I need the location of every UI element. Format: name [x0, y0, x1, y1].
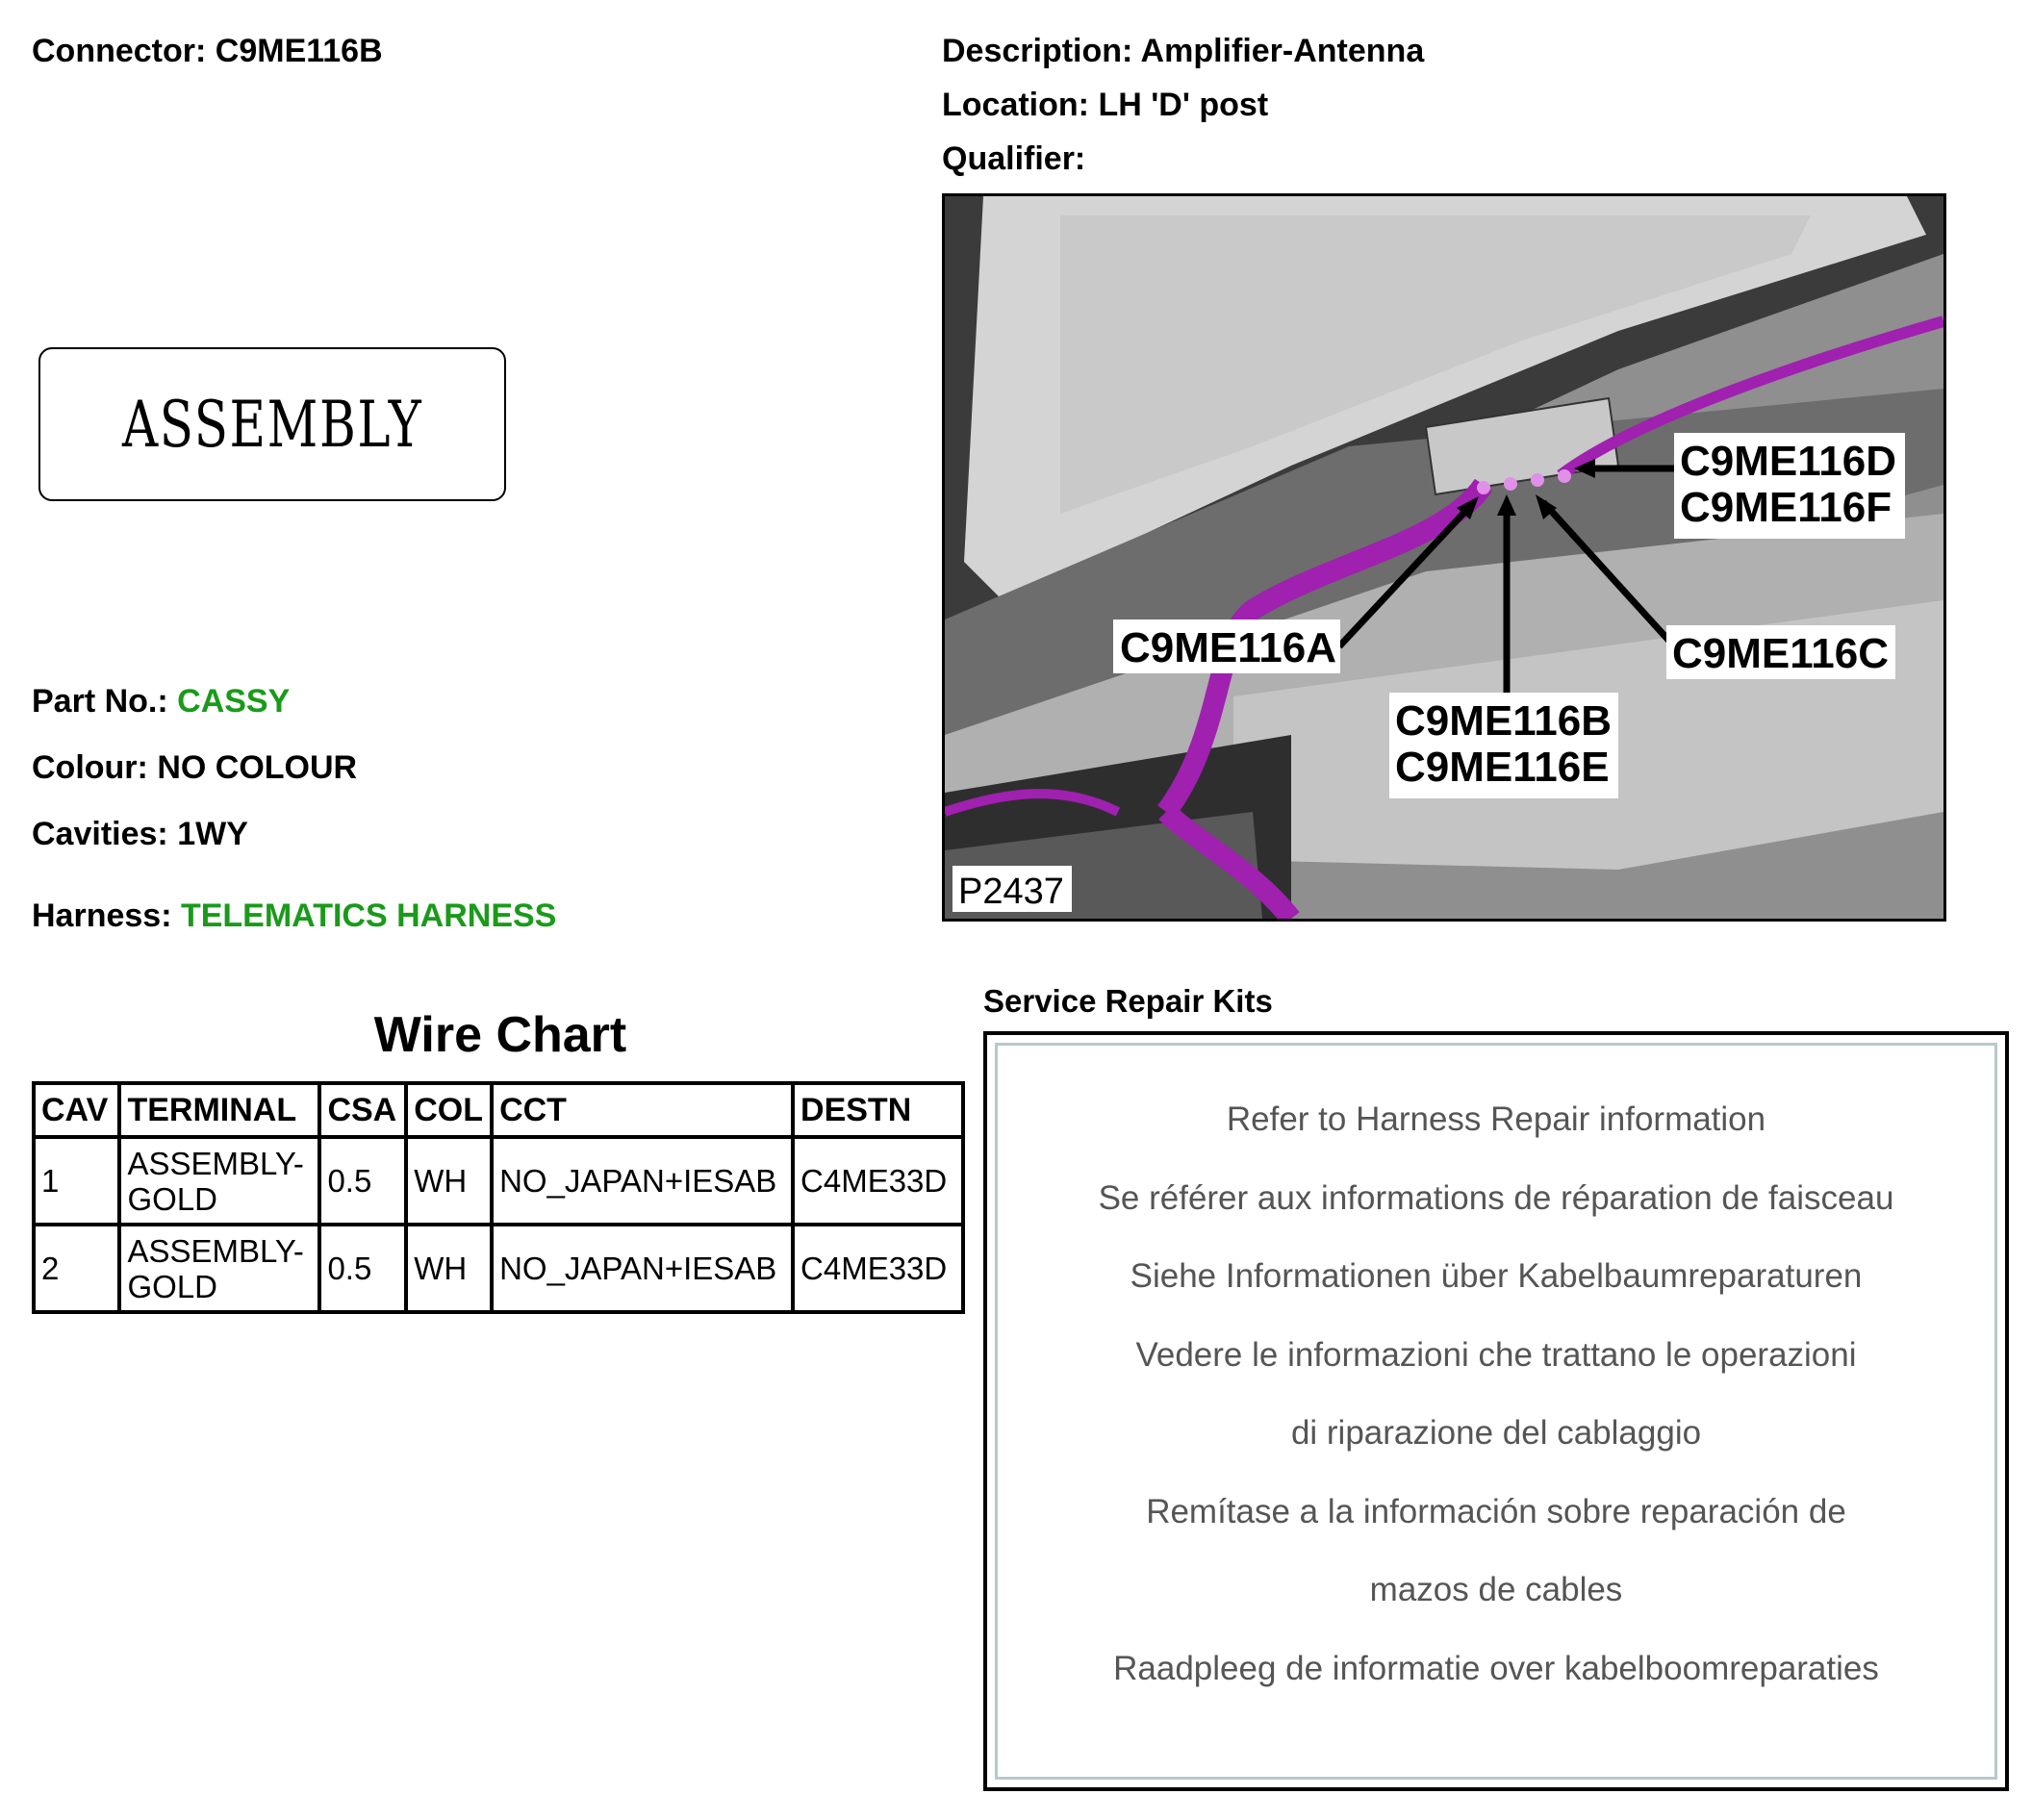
callout-b2: C9ME116E — [1395, 744, 1610, 791]
part-no-value[interactable]: CASSY — [177, 683, 291, 720]
header-csa: CSA — [319, 1083, 406, 1137]
repair-kits-title: Service Repair Kits — [983, 983, 1273, 1019]
colour-value: NO COLOUR — [157, 749, 358, 786]
connector-field — [32, 33, 383, 70]
callout-d2: C9ME116F — [1680, 484, 1892, 531]
table-row — [34, 1225, 963, 1312]
cell-destn[interactable]: C4ME33D — [793, 1225, 963, 1312]
cavities-field — [32, 816, 248, 853]
wire-chart-table — [32, 1081, 965, 1314]
cell-csa: 0.5 — [319, 1225, 406, 1312]
qualifier-label: Qualifier: — [942, 140, 1086, 177]
colour-field — [32, 749, 357, 787]
header-col: COL — [406, 1083, 492, 1137]
cell-cav: 1 — [34, 1137, 119, 1225]
callout-b1: C9ME116B — [1395, 697, 1613, 745]
terminal-line-2: GOLD — [127, 1268, 218, 1304]
header-terminal: TERMINAL — [119, 1083, 319, 1137]
photo-illustration — [945, 196, 1943, 919]
harness-value[interactable]: TELEMATICS HARNESS — [180, 897, 557, 934]
colour-label: Colour: — [32, 749, 148, 786]
cell-cct: NO_JAPAN+IESAB — [492, 1225, 793, 1312]
harness-label: Harness: — [32, 897, 172, 934]
repair-line-en: Refer to Harness Repair information — [1226, 1100, 1766, 1138]
description-field — [942, 33, 1424, 70]
callout-a: C9ME116A — [1120, 624, 1337, 671]
callout-d1: C9ME116D — [1680, 438, 1897, 485]
table-row — [34, 1137, 963, 1225]
assembly-image-text: ASSEMBLY — [121, 387, 423, 462]
location-value: LH 'D' post — [1098, 87, 1269, 123]
repair-line-es-1: Remítase a la información sobre reparación de — [1146, 1492, 1846, 1530]
cell-destn[interactable]: C4ME33D — [793, 1137, 963, 1225]
header-cct: CCT — [492, 1083, 793, 1137]
part-no-label: Part No.: — [32, 683, 168, 720]
cavities-label: Cavities: — [32, 816, 168, 852]
repair-line-es-2: mazos de cables — [1369, 1571, 1623, 1608]
cell-terminal — [119, 1225, 319, 1312]
harness-field — [32, 897, 556, 935]
wire-chart-title: Wire Chart — [373, 1007, 627, 1063]
repair-kits-panel — [983, 1031, 2009, 1791]
part-no-field — [32, 683, 290, 720]
repair-line-de: Siehe Informationen über Kabelbaumreparaturen — [1130, 1257, 1863, 1295]
location-field — [942, 87, 1268, 124]
connector-value: C9ME116B — [215, 33, 383, 69]
terminal-line-2: GOLD — [127, 1180, 218, 1217]
cell-col: WH — [406, 1137, 492, 1225]
terminal-line-1: ASSEMBLY- — [127, 1232, 304, 1269]
cell-terminal — [119, 1137, 319, 1225]
header-cav: CAV — [34, 1083, 119, 1137]
cell-cct: NO_JAPAN+IESAB — [492, 1137, 793, 1225]
location-label: Location: — [942, 87, 1089, 123]
cell-col: WH — [406, 1225, 492, 1312]
cavities-value: 1WY — [177, 816, 248, 852]
qualifier-field — [942, 140, 1085, 178]
header-destn: DESTN — [793, 1083, 963, 1137]
figure-id: P2437 — [958, 872, 1064, 912]
repair-kits-content — [995, 1043, 1997, 1780]
cell-cav: 2 — [34, 1225, 119, 1312]
repair-line-it-1: Vedere le informazioni che trattano le operazioni — [1135, 1335, 1857, 1374]
terminal-line-1: ASSEMBLY- — [127, 1145, 304, 1181]
cell-csa: 0.5 — [319, 1137, 406, 1225]
description-label: Description: — [942, 33, 1133, 69]
callout-c: C9ME116C — [1672, 630, 1890, 677]
connector-location-photo — [942, 193, 1946, 922]
repair-line-nl: Raadpleeg de informatie over kabelboomreparaties — [1113, 1649, 1879, 1687]
description-value: Amplifier-Antenna — [1140, 33, 1425, 69]
table-header-row — [34, 1083, 963, 1137]
assembly-image — [38, 347, 506, 501]
repair-line-fr: Se référer aux informations de réparation de faisceau — [1098, 1178, 1894, 1217]
repair-line-it-2: di riparazione del cablaggio — [1290, 1414, 1702, 1452]
connector-label: Connector: — [32, 33, 207, 69]
